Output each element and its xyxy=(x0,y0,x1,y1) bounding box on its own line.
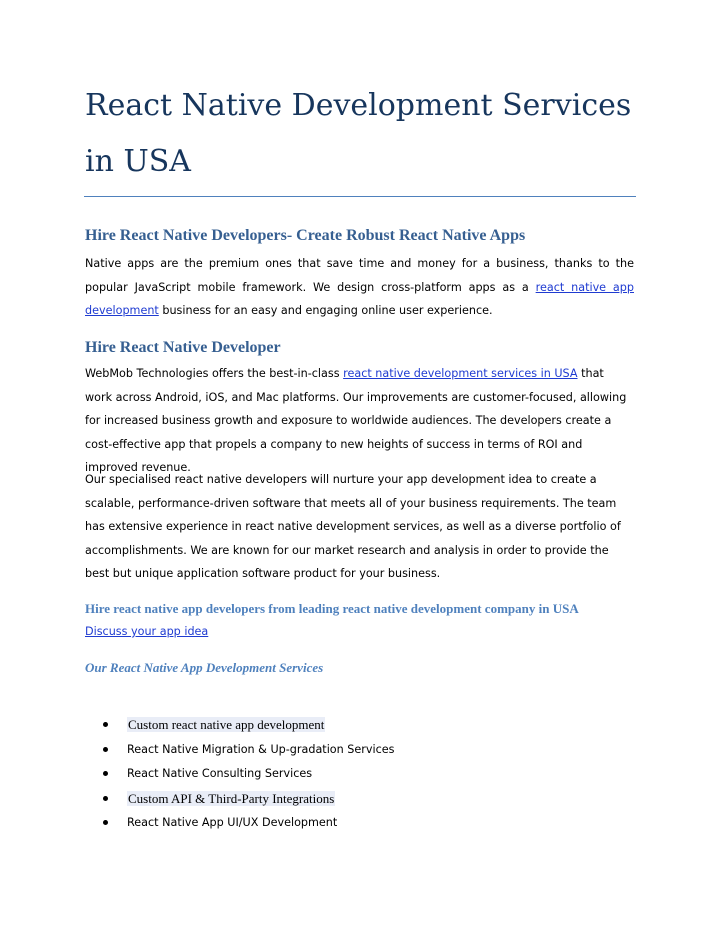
discuss-link-line xyxy=(85,621,634,642)
paragraph-webmob-text: WebMob Technologies offers the best-in-class xyxy=(85,367,344,380)
section-heading-hire-developers: Hire React Native Developers- Create Robust React Native Apps xyxy=(85,227,526,244)
list-item xyxy=(103,762,603,787)
bullet-icon xyxy=(103,771,108,776)
services-list xyxy=(103,713,603,836)
paragraph-intro xyxy=(85,252,634,323)
page-title: React Native Development Services in USA xyxy=(85,88,632,179)
list-item xyxy=(103,787,603,812)
section-heading-leading-company: Hire react native app developers from leading react native development company in USA xyxy=(85,601,579,616)
list-item xyxy=(103,713,603,738)
list-item-label: React Native Consulting Services xyxy=(127,767,313,780)
title-divider xyxy=(84,196,636,197)
bullet-icon xyxy=(103,796,108,801)
paragraph-intro-text-end: business for an easy and engaging online user experience. xyxy=(158,304,493,317)
paragraph-webmob xyxy=(85,362,634,480)
list-item-label: Custom react native app development xyxy=(128,717,325,732)
link-discuss-your-app-idea[interactable]: Discuss your app idea xyxy=(85,625,209,638)
list-item-label: Custom API & Third-Party Integrations xyxy=(128,790,335,806)
list-item-label: React Native App UI/UX Development xyxy=(127,816,338,829)
paragraph-intro-text: Native apps are the premium ones that save time and money for a business, thanks to the popular JavaScript mobile framework. We design cross-platform apps as a xyxy=(85,257,634,294)
list-item-label: React Native Migration & Up-gradation Services xyxy=(127,742,395,756)
list-item xyxy=(103,811,603,836)
bullet-icon xyxy=(103,747,108,752)
paragraph-webmob-text-end: that work across Android, iOS, and Mac platforms. Our improvements are customer-focused, allowing for increased business growth and exposure to worldwide audiences. The developers create a cost-effective app that propels a company to new heights of success in terms of ROI and improved revenue. xyxy=(85,367,627,474)
link-react-native-development-services-usa[interactable]: react native development services in USA xyxy=(343,367,578,380)
list-item xyxy=(103,738,603,763)
section-heading-hire-developer: Hire React Native Developer xyxy=(85,339,281,356)
section-heading-services: Our React Native App Development Services xyxy=(85,660,324,675)
link-react-native-app-development[interactable]: react native app development xyxy=(85,280,634,317)
bullet-icon xyxy=(103,820,108,825)
bullet-icon xyxy=(103,722,108,727)
paragraph-specialised-developers: Our specialised react native developers will nurture your app development idea to create a scalable, performance-driven software that meets all of your business requirements. The team has extensive experience in react native development services, as well as a diverse portfolio of accomplishments. We are known for our market research and analysis in order to provide the best but unique application software product for your business. xyxy=(85,473,621,580)
